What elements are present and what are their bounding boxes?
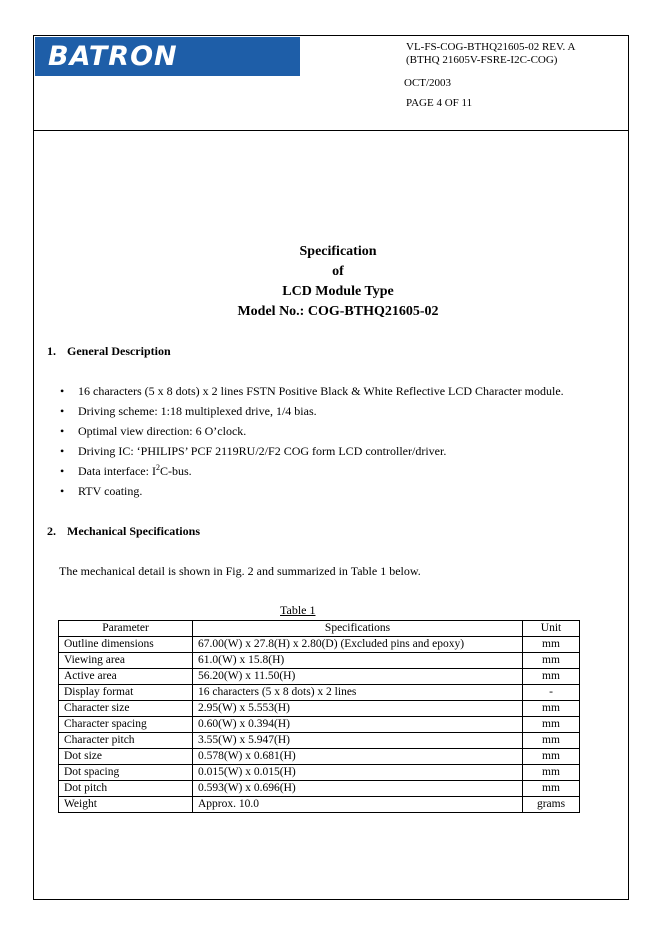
title-line-1: Specification: [299, 244, 377, 259]
data-interface-superscript: 2: [155, 463, 160, 472]
parameter-cell: Weight: [59, 797, 193, 813]
parameter-cell: Dot pitch: [59, 781, 193, 797]
table-row: [59, 669, 580, 685]
general-description-list: [60, 381, 564, 501]
table-row: [59, 765, 580, 781]
section-1-title: General Description: [67, 344, 171, 358]
list-item: • Driving scheme: 1:18 multiplexed drive, 1/4 bias.: [60, 401, 564, 421]
title-line-3: LCD Module Type: [282, 284, 394, 299]
spec-cell: 67.00(W) x 27.8(H) x 2.80(D) (Excluded pins and epoxy): [193, 637, 523, 653]
unit-cell: mm: [523, 653, 580, 669]
spec-cell: 61.0(W) x 15.8(H): [193, 653, 523, 669]
logo-text: BATRON: [48, 41, 178, 72]
section-1-number: 1.: [47, 344, 56, 358]
section-2-number: 2.: [47, 524, 56, 538]
unit-cell: mm: [523, 701, 580, 717]
spec-cell: 56.20(W) x 11.50(H): [193, 669, 523, 685]
page-number: PAGE 4 OF 11: [406, 97, 473, 109]
list-item-data-interface: [60, 461, 564, 481]
table-row: [59, 797, 580, 813]
list-item: • RTV coating.: [60, 481, 564, 501]
parameter-cell: Character size: [59, 701, 193, 717]
parameter-cell: Outline dimensions: [59, 637, 193, 653]
table-row: [59, 653, 580, 669]
table-row: [59, 749, 580, 765]
parameter-cell: Dot size: [59, 749, 193, 765]
unit-cell: mm: [523, 669, 580, 685]
unit-cell: mm: [523, 765, 580, 781]
parameter-cell: Viewing area: [59, 653, 193, 669]
table-header-row: [59, 621, 580, 637]
section-2-title: Mechanical Specifications: [67, 524, 200, 538]
header-parameter: Parameter: [59, 621, 193, 637]
unit-cell: -: [523, 685, 580, 701]
spec-cell: 16 characters (5 x 8 dots) x 2 lines: [193, 685, 523, 701]
parameter-cell: Active area: [59, 669, 193, 685]
document-id-block: [406, 41, 575, 67]
unit-cell: mm: [523, 637, 580, 653]
section-1-heading: [47, 344, 171, 359]
table-row: [59, 637, 580, 653]
spec-cell: 3.55(W) x 5.947(H): [193, 733, 523, 749]
title-line-2: of: [332, 264, 344, 279]
data-interface-prefix: Data interface: I: [78, 464, 156, 478]
title-line-4: Model No.: COG-BTHQ21605-02: [237, 304, 439, 319]
table-row: [59, 701, 580, 717]
mechanical-paragraph: The mechanical detail is shown in Fig. 2 and summarized in Table 1 below.: [59, 564, 421, 578]
table-row: [59, 685, 580, 701]
parameter-cell: Display format: [59, 685, 193, 701]
list-item: • 16 characters (5 x 8 dots) x 2 lines FSTN Positive Black & White Reflective LCD Character module.: [60, 381, 564, 401]
parameter-cell: Dot spacing: [59, 765, 193, 781]
section-2-heading: [47, 524, 200, 539]
batron-logo: [35, 37, 300, 76]
unit-cell: mm: [523, 749, 580, 765]
spec-cell: 0.60(W) x 0.394(H): [193, 717, 523, 733]
parameter-cell: Character spacing: [59, 717, 193, 733]
spec-cell: 2.95(W) x 5.553(H): [193, 701, 523, 717]
header-specifications: Specifications: [193, 621, 523, 637]
table-row: [59, 733, 580, 749]
table-caption: Table 1: [280, 603, 316, 617]
doc-id: VL-FS-COG-BTHQ21605-02 REV. A: [406, 41, 576, 53]
spec-cell: 0.593(W) x 0.696(H): [193, 781, 523, 797]
header-unit: Unit: [523, 621, 580, 637]
parameter-cell: Character pitch: [59, 733, 193, 749]
unit-cell: mm: [523, 733, 580, 749]
spec-cell: 0.015(W) x 0.015(H): [193, 765, 523, 781]
data-interface-suffix: C-bus.: [159, 464, 192, 478]
document-title: [33, 242, 643, 322]
unit-cell: mm: [523, 717, 580, 733]
doc-variant: (BTHQ 21605V-FSRE-I2C-COG): [406, 54, 558, 66]
header-divider: [33, 130, 629, 131]
mechanical-spec-table: [58, 620, 580, 813]
table-row: [59, 781, 580, 797]
table-row: [59, 717, 580, 733]
spec-cell: Approx. 10.0: [193, 797, 523, 813]
doc-date: OCT/2003: [404, 77, 452, 89]
list-item: • Optimal view direction: 6 O’clock.: [60, 421, 564, 441]
list-item: • Driving IC: ‘PHILIPS’ PCF 2119RU/2/F2 COG form LCD controller/driver.: [60, 441, 564, 461]
spec-cell: 0.578(W) x 0.681(H): [193, 749, 523, 765]
unit-cell: mm: [523, 781, 580, 797]
unit-cell: grams: [523, 797, 580, 813]
